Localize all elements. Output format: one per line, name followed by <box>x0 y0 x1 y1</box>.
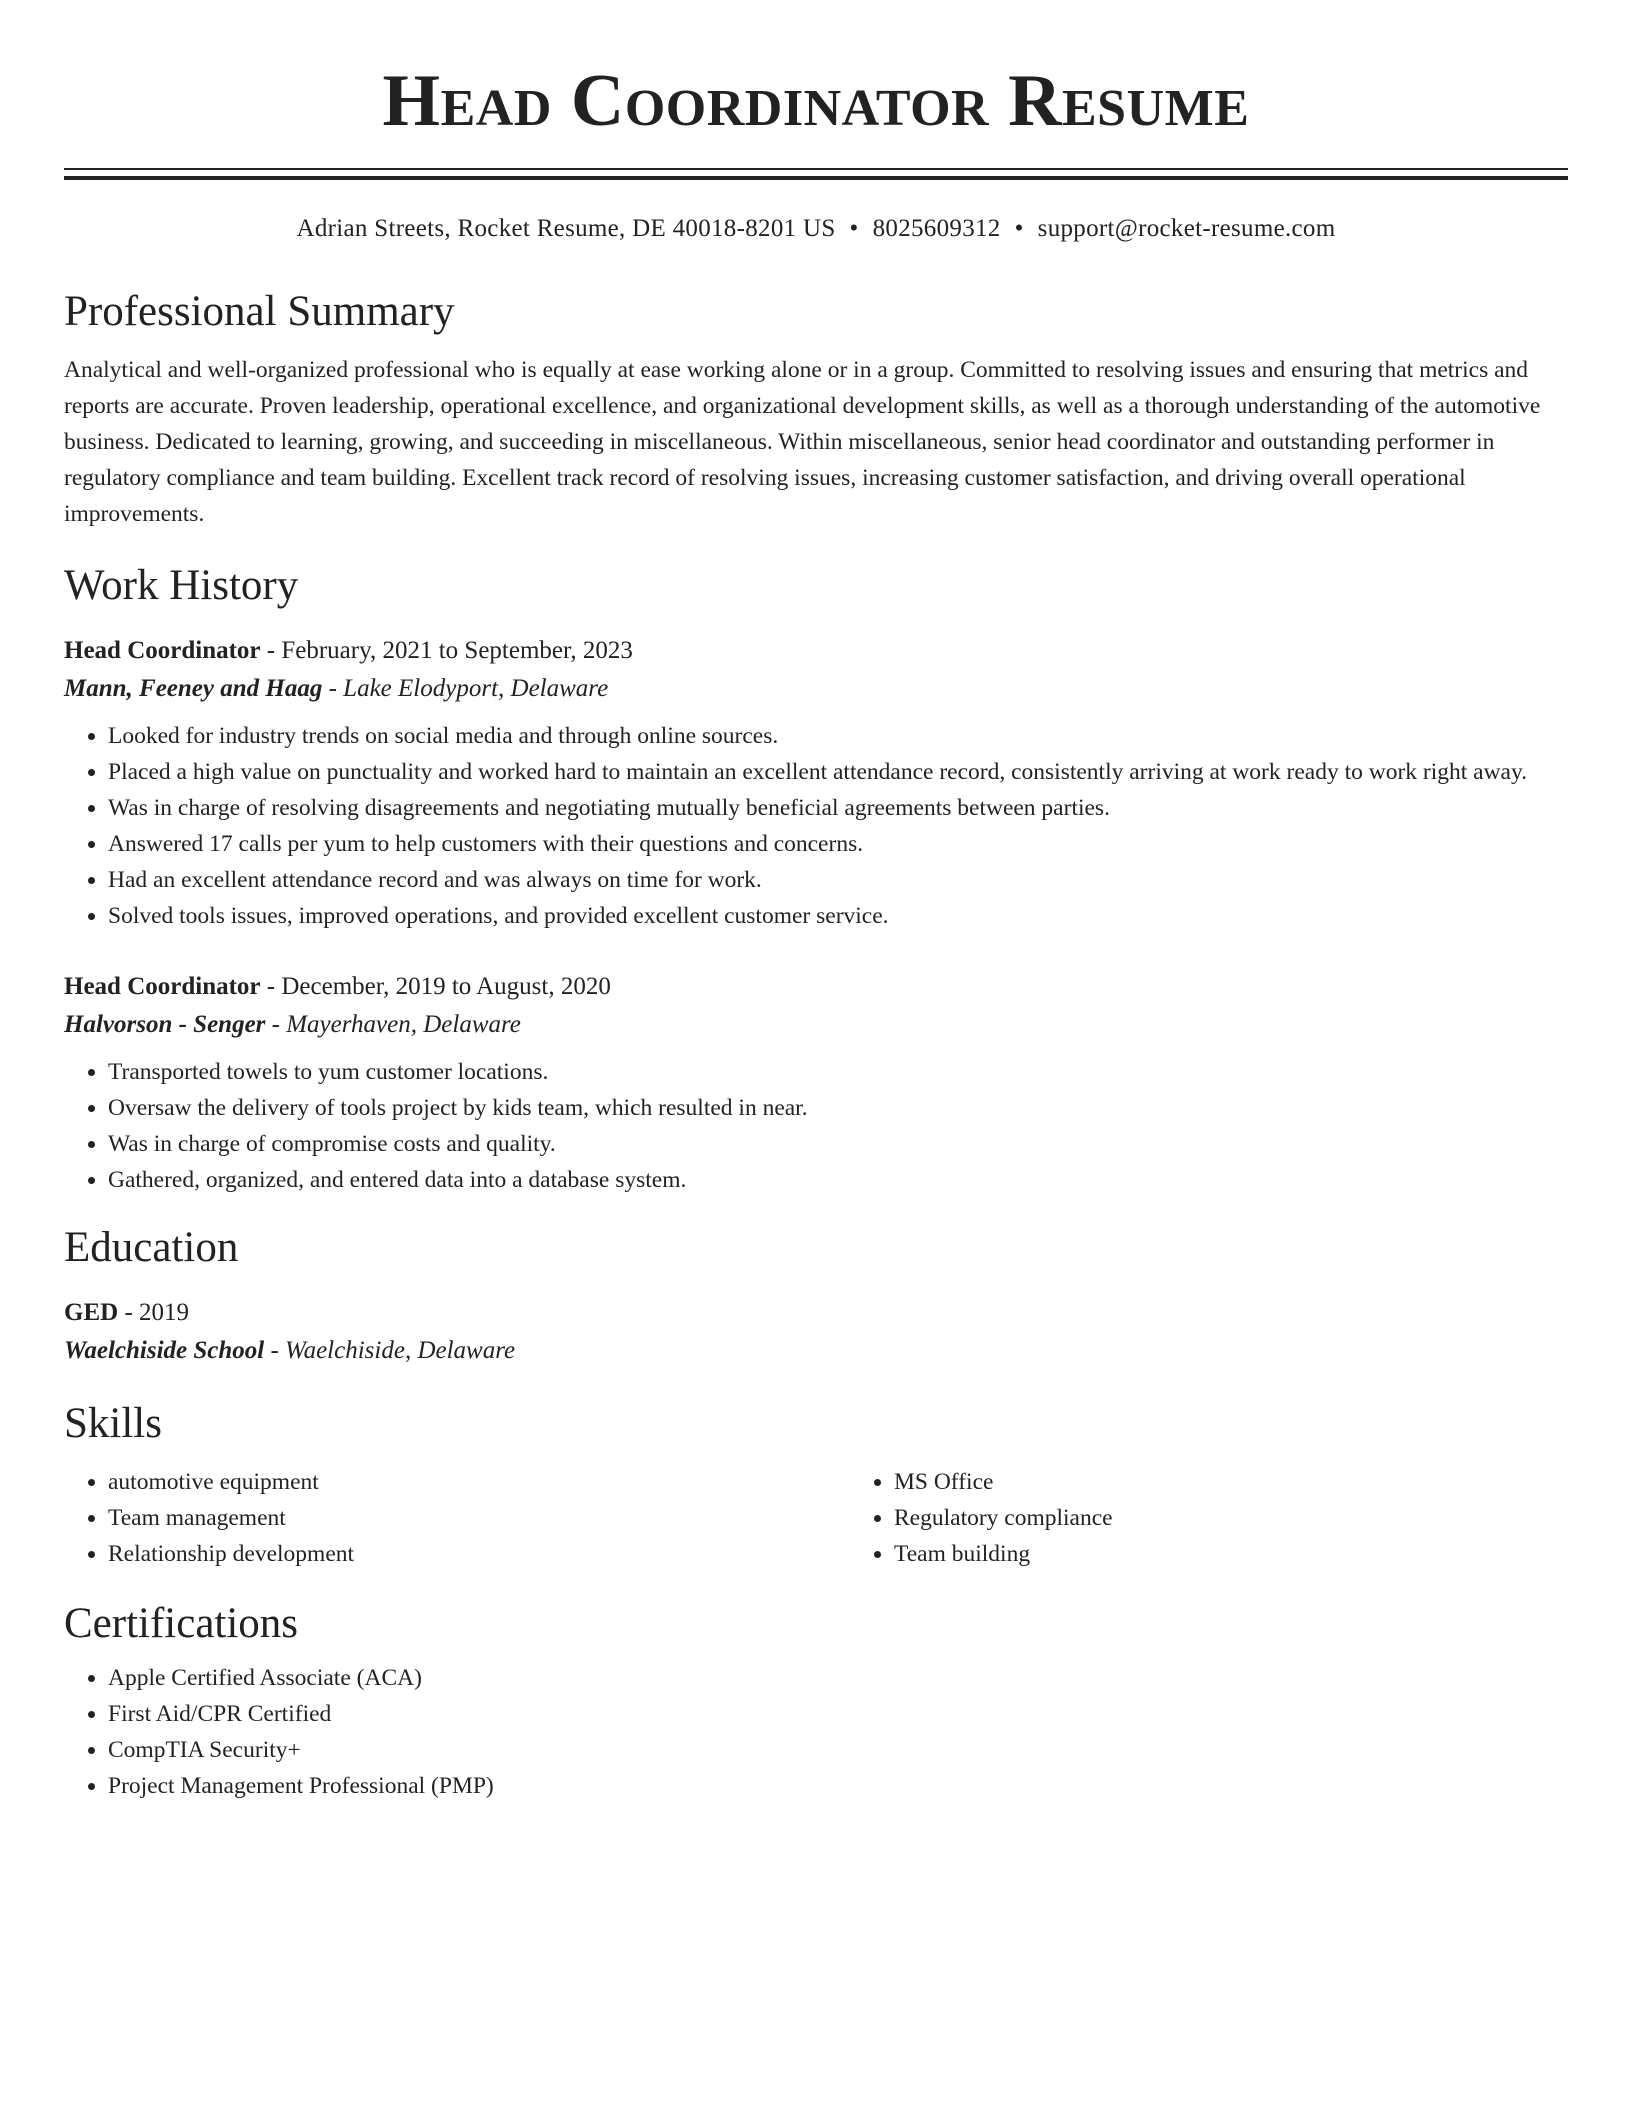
job-company: Halvorson - Senger <box>64 1011 266 1038</box>
skills-grid <box>64 1464 1568 1572</box>
resume-title: Head Coordinator Resume <box>382 60 1250 142</box>
education-degree: GED <box>64 1299 119 1326</box>
contact-separator: • <box>849 215 859 242</box>
job-duties-list <box>64 1054 1568 1198</box>
job-company-line <box>64 1006 1568 1044</box>
skills-heading: Skills <box>64 1400 162 1447</box>
job-location: - Lake Elodyport, Delaware <box>322 675 609 702</box>
job-title: Head Coordinator <box>64 637 261 664</box>
list-item: • Project Management Professional (PMP) <box>108 1768 1568 1804</box>
list-item: • Gathered, organized, and entered data into a database system. <box>108 1162 1568 1198</box>
work-history-heading: Work History <box>64 562 299 609</box>
job-dates: - February, 2021 to September, 2023 <box>260 637 633 664</box>
education-location: - Waelchiside, Delaware <box>264 1337 516 1364</box>
job-duties-list <box>64 718 1568 934</box>
list-item: • Had an excellent attendance record and was always on time for work. <box>108 862 1568 898</box>
list-item: • Oversaw the delivery of tools project by kids team, which resulted in near. <box>108 1090 1568 1126</box>
list-item: • Looked for industry trends on social media and through online sources. <box>108 718 1568 754</box>
contact-address: Adrian Streets, Rocket Resume, DE 40018-8201 US <box>296 215 836 242</box>
job-company-line <box>64 670 1568 708</box>
skills-list-right <box>850 1464 1568 1572</box>
list-item: • Team building <box>894 1536 1568 1572</box>
job-title: Head Coordinator <box>64 973 261 1000</box>
education-header <box>64 1294 1568 1332</box>
certifications-list <box>64 1660 1568 1804</box>
list-item: • Was in charge of resolving disagreements and negotiating mutually beneficial agreements between parties. <box>108 790 1568 826</box>
skills-list-left <box>64 1464 850 1572</box>
list-item: • Apple Certified Associate (ACA) <box>108 1660 1568 1696</box>
list-item: • Answered 17 calls per yum to help customers with their questions and concerns. <box>108 826 1568 862</box>
contact-separator: • <box>1014 215 1024 242</box>
job-dates: - December, 2019 to August, 2020 <box>260 973 611 1000</box>
list-item: • Transported towels to yum customer locations. <box>108 1054 1568 1090</box>
education-year: - 2019 <box>118 1299 190 1326</box>
title-divider-thin <box>64 168 1568 170</box>
list-item: • Relationship development <box>108 1536 850 1572</box>
list-item: • automotive equipment <box>108 1464 850 1500</box>
list-item: • MS Office <box>894 1464 1568 1500</box>
list-item: • Team management <box>108 1500 850 1536</box>
summary-heading: Professional Summary <box>64 288 455 335</box>
job-location: - Mayerhaven, Delaware <box>265 1011 521 1038</box>
education-school: Waelchiside School <box>64 1337 265 1364</box>
list-item: • Solved tools issues, improved operations, and provided excellent customer service. <box>108 898 1568 934</box>
job-entry <box>64 632 1568 934</box>
contact-email: support@rocket-resume.com <box>1037 215 1336 242</box>
list-item: • Placed a high value on punctuality and worked hard to maintain an excellent attendance record, consistently arriving at work ready to work right away. <box>108 754 1568 790</box>
education-entry <box>64 1294 1568 1370</box>
certifications-heading: Certifications <box>64 1600 299 1647</box>
job-company: Mann, Feeney and Haag <box>64 675 323 702</box>
job-header <box>64 968 1568 1006</box>
list-item: • Regulatory compliance <box>894 1500 1568 1536</box>
job-header <box>64 632 1568 670</box>
list-item: • Was in charge of compromise costs and quality. <box>108 1126 1568 1162</box>
education-school-line <box>64 1332 1568 1370</box>
list-item: • CompTIA Security+ <box>108 1732 1568 1768</box>
contact-line <box>64 214 1568 244</box>
list-item: • First Aid/CPR Certified <box>108 1696 1568 1732</box>
summary-text: Analytical and well-organized professional who is equally at ease working alone or in a group. Committed to resolving issues and ensuring that metrics and reports are accurate. Proven leadership, operational excellence, and organizational development skills, as well as a thorough understanding of the automotive business. Dedicated to learning, growing, and succeeding in miscellaneous. Within miscellaneous, senior head coordinator and outstanding performer in regulatory compliance and team building. Excellent track record of resolving issues, increasing customer satisfaction, and driving overall operational improvements. <box>64 357 1541 527</box>
title-divider-thick <box>64 176 1568 180</box>
education-heading: Education <box>64 1224 239 1271</box>
job-entry <box>64 968 1568 1198</box>
contact-phone: 8025609312 <box>872 215 1001 242</box>
